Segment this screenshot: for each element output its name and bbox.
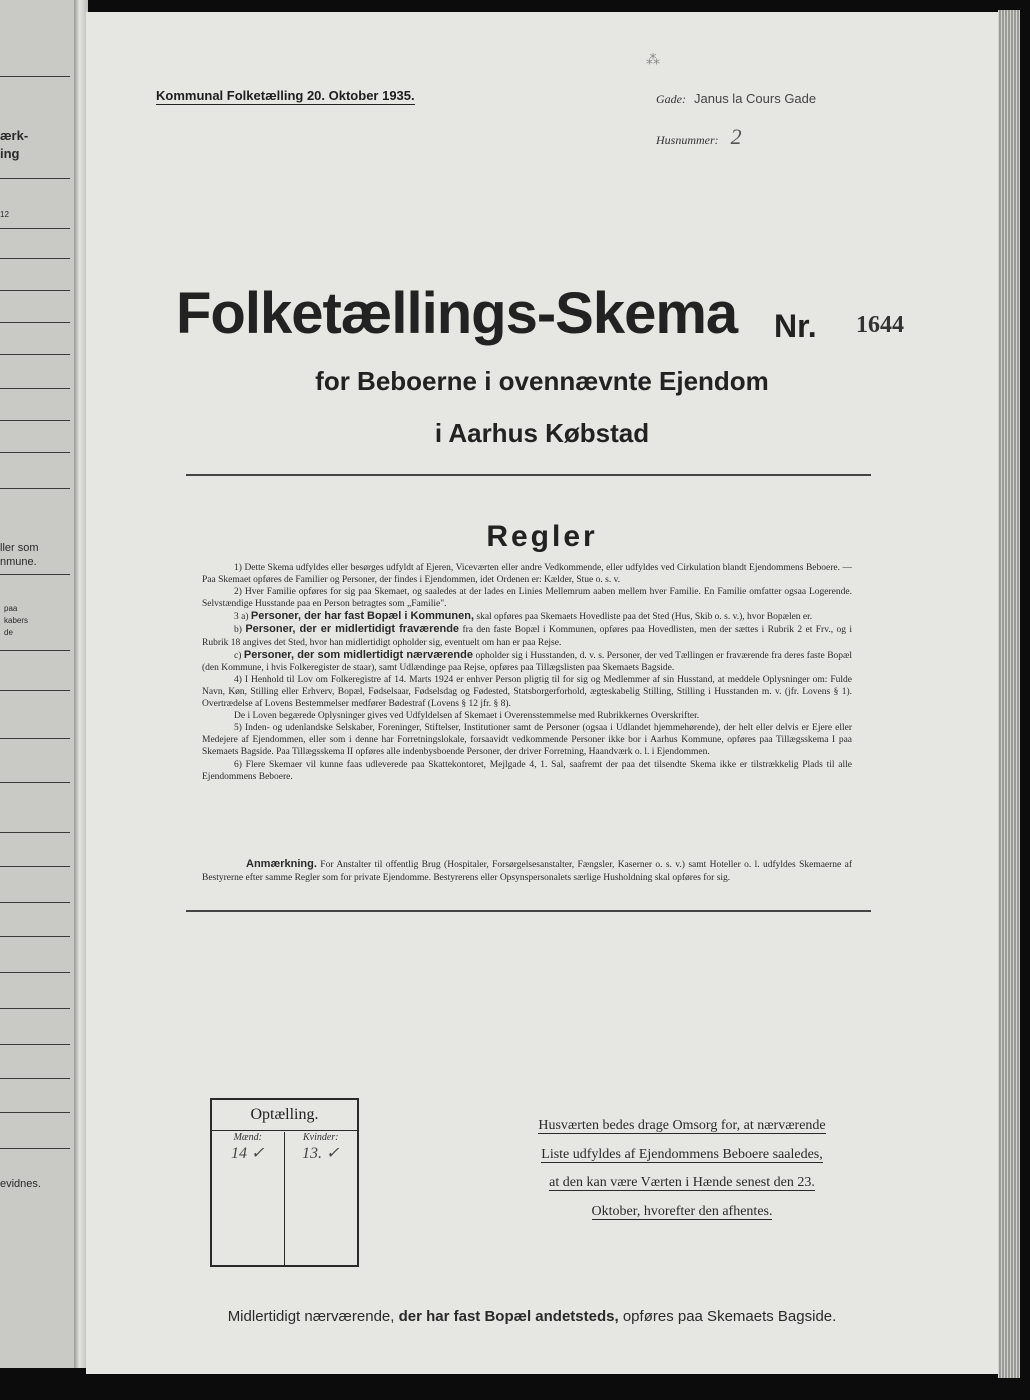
men-label: Mænd: [233, 1132, 262, 1143]
house-number-field [656, 124, 742, 150]
landlord-note-line: Husværten bedes drage Omsorg for, at nærværende [538, 1118, 826, 1133]
census-line: Kommunal Folketælling 20. Oktober 1935. [156, 88, 415, 103]
left-rule [0, 902, 70, 903]
left-rule [0, 258, 70, 259]
footer-part: Midlertidigt nærværende, [227, 1308, 395, 1325]
street-value: Janus la Cours Gade [694, 91, 817, 106]
rule-1: 1) Dette Skema udfyldes eller besørges udfyldt af Ejeren, Viceværten eller andre Vedkommende, eller udfyldes ved Cirkulation blandt Ejendommens Beboere. — Paa Skemaet opføres de Familier og Personer, der findes i Ejendommen, idet Ordenen er: Kælder, Stue o. s. v. [202, 563, 852, 586]
left-rule [0, 866, 70, 867]
left-rule [0, 354, 70, 355]
footer-emphasis: der har fast Bopæl andetsteds, [398, 1308, 619, 1325]
left-rule [0, 650, 70, 651]
landlord-note-line: at den kan være Værten i Hænde senest den 23. [549, 1175, 815, 1190]
rule-3c [202, 649, 852, 674]
left-rule [0, 452, 70, 453]
rule-prefix: 3 a) [234, 612, 249, 623]
women-count [285, 1132, 358, 1265]
house-number-label: Husnummer: [656, 133, 719, 147]
remark-label: Anmærkning. [246, 858, 317, 870]
left-rule [0, 1148, 70, 1149]
women-label: Kvinder: [302, 1132, 339, 1143]
left-rule [0, 832, 70, 833]
census-form-page [86, 12, 998, 1374]
rule-2: 2) Hver Familie opføres for sig paa Skemaet, og saaledes at der lades en Linies Mellemrum aaben mellem hver Familie. En Familie omfatter ogsaa Logerende. Selvstændige Husstande paa en Person betragtes som „Familie". [202, 587, 852, 610]
left-text: nmune. [0, 556, 37, 568]
rules-heading: Regler [486, 520, 598, 553]
left-rule [0, 972, 70, 973]
house-number-value: 2 [730, 124, 742, 149]
left-rule [0, 178, 70, 179]
left-rule [0, 690, 70, 691]
left-rule [0, 1044, 70, 1045]
rule-emphasis: Personer, der er midlertidigt fraværende [245, 623, 460, 636]
rule-6: 6) Flere Skemaer vil kunne faas udleverede paa Skattekontoret, Mejlgade 4, 1. Sal, saafremt der paa det tilsendte Skema ikke er tilstrækkelig Plads til alle Ejendommens Beboere. [202, 759, 852, 782]
left-rule [0, 782, 70, 783]
form-subtitle-city: i Aarhus Købstad [434, 418, 650, 448]
count-title: Optælling. [212, 1100, 357, 1131]
rules-text [202, 562, 852, 783]
left-rule [0, 738, 70, 739]
rule-3b [202, 623, 852, 648]
left-text: ærk- [0, 128, 29, 143]
left-rule [0, 388, 70, 389]
landlord-note-line: Oktober, hvorefter den afhentes. [591, 1203, 773, 1219]
rule-4b: De i Loven begærede Oplysninger gives ved Udfyldelsen af Skemaet i Overensstemmelse med Rubrikkernes Overskrifter. [234, 711, 700, 722]
rule-3a [202, 610, 852, 623]
footer-part: opføres paa Skemaets Bagside. [622, 1308, 837, 1325]
footer-note [172, 1308, 892, 1325]
page-edges [998, 10, 1020, 1378]
stamp-mark: ⁂ [646, 53, 660, 68]
left-rule [0, 1112, 70, 1113]
rule-body: opholder sig i Husstanden, d. v. s. Personer, der ved Tællingen er fraværende fra deres faste Bopæl (den Kommune, i hvis Folkeregister de staar), samt Udlændinge paa Rejse, opføres paa Tillægslisten paa Skemaets Bagside. [202, 650, 853, 673]
left-text: evidnes. [0, 1178, 41, 1190]
left-text: paa [4, 604, 18, 613]
rule-prefix: b) [234, 625, 242, 636]
left-rule [0, 76, 70, 77]
left-rule [0, 936, 70, 937]
left-rule [0, 420, 70, 421]
rule-body: skal opføres paa Skemaets Hovedliste paa det Sted (Hus, Skib o. s. v.), hvor Bopælen er. [476, 612, 813, 623]
men-value: 14 ✓ [231, 1145, 265, 1162]
remark [202, 858, 852, 884]
left-rule [0, 1008, 70, 1009]
men-count [212, 1132, 285, 1265]
form-number-value: 1644 [856, 312, 904, 338]
form-number-label: Nr. [774, 308, 817, 344]
left-text: ller som [0, 542, 39, 554]
street-label: Gade: [656, 92, 686, 106]
left-rule [0, 574, 70, 575]
left-text: ing [0, 146, 20, 161]
rule-5: 5) Inden- og udenlandske Selskaber, Foreninger, Stiftelser, Institutioner samt de Personer (ogsaa i Udlandet hjemmehørende), der helt eller delvis er Ejere eller Medejere af Ejendommen, eller som i denne har Forretningslokale, forsaavidt vedkommende Personer ikke bor i Aarhus Kommune, opføres paa Tillægsskema I paa Skemaets Bagside. Paa Tillægsskema II opføres alle indenbysboende Personer, der driver Forretning, Haandværk o. l. i Ejendommen. [202, 723, 852, 758]
landlord-note-line: Liste udfyldes af Ejendommens Beboere saaledes, [541, 1146, 823, 1162]
left-text: de [4, 628, 13, 637]
form-title: Folketællings-Skema [176, 281, 738, 346]
left-rule [0, 488, 70, 489]
count-box [210, 1098, 359, 1267]
divider [186, 474, 871, 476]
left-page-fragment [0, 0, 80, 1368]
left-rule [0, 290, 70, 291]
remark-text: For Anstalter til offentlig Brug (Hospitaler, Forsørgelsesanstalter, Fængsler, Kaserner o. s. v.) samt Hoteller o. l. udfyldes Skemaerne af Bestyrerne efter samme Regler som for private Ejendomme. Bestyrerens eller Opsynspersonalets særlige Husholdning skal opføres for sig. [202, 860, 853, 883]
women-value: 13. ✓ [302, 1145, 340, 1162]
left-text: kabers [4, 616, 29, 625]
rule-prefix: c) [234, 650, 242, 661]
rule-body: fra den faste Bopæl i Kommunen, opføres paa Hovedlisten, men der sættes i Rubrik 2 et Frv., og i Rubrik 18 angives det Sted, hvor han midlertidigt opholder sig, eventuelt om han er paa Rejse. [202, 625, 853, 648]
street-field [656, 90, 816, 108]
left-text: 12 [0, 210, 9, 219]
divider [186, 910, 871, 912]
left-rule [0, 228, 70, 229]
left-rule [0, 1078, 70, 1079]
form-subtitle: for Beboerne i ovennævnte Ejendom [315, 366, 769, 396]
rule-emphasis: Personer, der har fast Bopæl i Kommunen, [250, 610, 474, 623]
rule-emphasis: Personer, der som midlertidigt nærværende [243, 648, 473, 661]
rule-4: 4) I Henhold til Lov om Folkeregistre af 14. Marts 1924 er enhver Person pligtig til for sig og Medlemmer af sin Husstand, at meddele Oplysninger om: Fulde Navn, Køn, Stilling eller Erhverv, Bopæl, Fødselsaar, Fødselsdag og Fødested, Statsborgerforhold, ægteskabelig Stilling, Stilling i Husstanden m. v. (jfr. Lovens § 1). Overtrædelse af Lovens Bestemmelser medfører Bødestraf (Lovens § 12 jfr. § 8). [202, 674, 852, 710]
landlord-note [512, 1112, 852, 1226]
left-rule [0, 322, 70, 323]
